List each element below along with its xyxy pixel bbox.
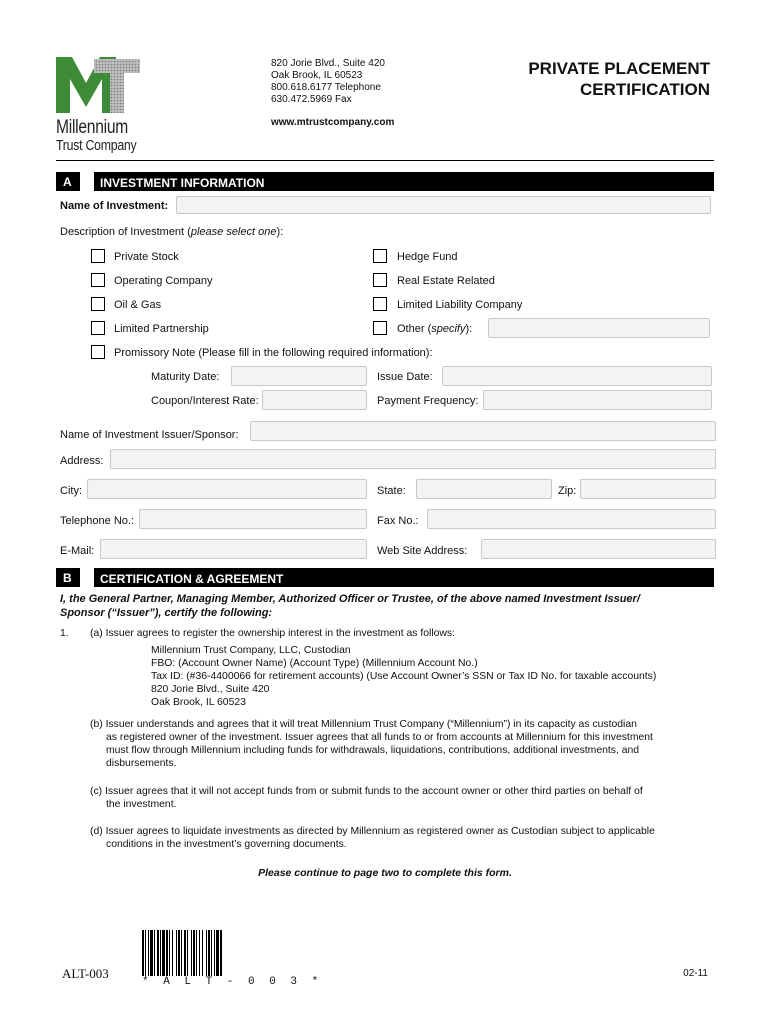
barcode-text: * A L T - 0 0 3 * bbox=[142, 976, 323, 988]
issuer-label: Name of Investment Issuer/Sponsor: bbox=[60, 429, 239, 441]
address-line: 630.472.5969 Fax bbox=[271, 94, 352, 105]
section-letter: B bbox=[63, 571, 72, 585]
hedge-fund-checkbox[interactable] bbox=[373, 249, 387, 263]
certification-intro bbox=[60, 592, 714, 620]
millennium-logo bbox=[56, 57, 142, 115]
barcode-bar bbox=[214, 930, 215, 976]
item-number: 1. bbox=[60, 628, 69, 639]
barcode-bar bbox=[216, 930, 219, 976]
continue-note: Please continue to page two to complete this form. bbox=[258, 867, 512, 879]
registration-line: FBO: (Account Owner Name) (Account Type) (Millennium Account No.) bbox=[151, 658, 478, 669]
barcode-bar bbox=[166, 930, 168, 976]
registration-line: Millennium Trust Company, LLC, Custodian bbox=[151, 645, 351, 656]
coupon-label: Coupon/Interest Rate: bbox=[151, 395, 259, 407]
desc-suffix: ): bbox=[276, 226, 284, 238]
maturity-date-field[interactable] bbox=[231, 366, 367, 386]
clause-line: the investment. bbox=[106, 799, 177, 810]
address-line: 820 Jorie Blvd., Suite 420 bbox=[271, 58, 385, 69]
other-specify-field[interactable] bbox=[488, 318, 710, 338]
barcode-bar bbox=[157, 930, 159, 976]
option-label: Hedge Fund bbox=[397, 251, 458, 263]
website-link[interactable]: www.mtrustcompany.com bbox=[271, 117, 395, 128]
desc-italic: please select one bbox=[190, 226, 277, 238]
other-prefix: Other ( bbox=[397, 323, 432, 335]
section-letter: A bbox=[63, 175, 72, 189]
promissory-label: Promissory Note (Please fill in the following required information): bbox=[114, 347, 433, 359]
option-label: Limited Liability Company bbox=[397, 299, 523, 311]
coupon-rate-field[interactable] bbox=[262, 390, 367, 410]
barcode-bar bbox=[160, 930, 161, 976]
payment-frequency-field[interactable] bbox=[483, 390, 712, 410]
issuer-name-field[interactable] bbox=[250, 421, 716, 441]
barcode-bar bbox=[172, 930, 173, 976]
section-title: CERTIFICATION & AGREEMENT bbox=[100, 572, 284, 586]
clause-line: (d) Issuer agrees to liquidate investments as directed by Millennium as registered owner as Custodian subject to applicable bbox=[90, 826, 655, 837]
section-a-header bbox=[56, 172, 714, 191]
clause-line: (c) Issuer agrees that it will not accept funds from or submit funds to the account owner or other third parties on behalf of bbox=[90, 786, 643, 797]
barcode-bar bbox=[187, 930, 188, 976]
barcode-bar bbox=[191, 930, 192, 976]
barcode-bar bbox=[220, 930, 222, 976]
payment-frequency-label: Payment Frequency: bbox=[377, 395, 479, 407]
name-of-investment-field[interactable] bbox=[176, 196, 711, 214]
email-field[interactable] bbox=[100, 539, 367, 559]
website-label: Web Site Address: bbox=[377, 545, 468, 557]
registration-block bbox=[151, 644, 656, 709]
state-field[interactable] bbox=[416, 479, 552, 499]
section-b-header bbox=[56, 568, 714, 587]
maturity-label: Maturity Date: bbox=[151, 371, 220, 383]
barcode-bar bbox=[199, 930, 200, 976]
email-label: E-Mail: bbox=[60, 545, 95, 557]
barcode-bar bbox=[169, 930, 170, 976]
other-checkbox[interactable] bbox=[373, 321, 387, 335]
other-suffix: ): bbox=[465, 323, 473, 335]
fax-label: Fax No.: bbox=[377, 515, 419, 527]
option-label: Oil & Gas bbox=[114, 299, 162, 311]
intro-line: I, the General Partner, Managing Member, Authorized Officer or Trustee, of the above named Investment Issuer/ bbox=[60, 593, 640, 605]
form-title bbox=[528, 58, 710, 100]
private-stock-checkbox[interactable] bbox=[91, 249, 105, 263]
revision-date: 02-11 bbox=[683, 968, 708, 979]
registration-line: Tax ID: (#36-4400066 for retirement accounts) (Use Account Owner’s SSN or Tax ID No. for taxable accounts) bbox=[151, 671, 657, 682]
registration-line: Oak Brook, IL 60523 bbox=[151, 697, 246, 708]
description-label bbox=[60, 226, 283, 238]
barcode-bar bbox=[178, 930, 180, 976]
barcode-bar bbox=[193, 930, 195, 976]
clause-b bbox=[90, 718, 710, 770]
operating-company-checkbox[interactable] bbox=[91, 273, 105, 287]
logo-sub: Trust Company bbox=[56, 137, 137, 154]
barcode-bar bbox=[206, 930, 207, 976]
barcode-bar bbox=[162, 930, 165, 976]
header-divider bbox=[56, 160, 714, 161]
clause-a: (a) Issuer agrees to register the ownership interest in the investment as follows: bbox=[90, 628, 455, 639]
barcode-bar bbox=[181, 930, 182, 976]
barcode-bar bbox=[202, 930, 203, 976]
address-line: 800.618.6177 Telephone bbox=[271, 82, 381, 93]
option-label: Operating Company bbox=[114, 275, 213, 287]
fax-field[interactable] bbox=[427, 509, 716, 529]
clause-line: must flow through Millennium including funds for withdrawals, liquidations, contributions, additional investments, and bbox=[106, 745, 640, 756]
zip-field[interactable] bbox=[580, 479, 716, 499]
issue-date-label: Issue Date: bbox=[377, 371, 433, 383]
section-title: INVESTMENT INFORMATION bbox=[100, 176, 265, 190]
issue-date-field[interactable] bbox=[442, 366, 712, 386]
barcode-bar bbox=[148, 930, 149, 976]
option-label: Real Estate Related bbox=[397, 275, 495, 287]
clause-line: disbursements. bbox=[106, 758, 177, 769]
logo-wordmark bbox=[56, 118, 136, 154]
option-label: Limited Partnership bbox=[114, 323, 209, 335]
address-field[interactable] bbox=[110, 449, 716, 469]
other-label bbox=[397, 323, 472, 335]
form-code: ALT-003 bbox=[62, 966, 109, 981]
city-label: City: bbox=[60, 485, 82, 497]
barcode-image bbox=[140, 930, 270, 976]
city-field[interactable] bbox=[87, 479, 367, 499]
clause-line: conditions in the investment’s governing documents. bbox=[106, 839, 347, 850]
other-italic: specify bbox=[431, 323, 466, 335]
address-label: Address: bbox=[60, 455, 104, 467]
barcode-bar bbox=[142, 930, 144, 976]
limited-partnership-checkbox[interactable] bbox=[91, 321, 105, 335]
barcode-bar bbox=[145, 930, 146, 976]
zip-label: Zip: bbox=[558, 485, 577, 497]
barcode-bar bbox=[184, 930, 186, 976]
option-label: Private Stock bbox=[114, 251, 179, 263]
phone-field[interactable] bbox=[139, 509, 367, 529]
name-of-investment-label: Name of Investment: bbox=[60, 200, 169, 212]
clause-c bbox=[90, 785, 710, 811]
barcode-bar bbox=[176, 930, 177, 976]
llc-checkbox[interactable] bbox=[373, 297, 387, 311]
website-field[interactable] bbox=[481, 539, 716, 559]
logo-name: Millennium bbox=[56, 117, 129, 138]
intro-line: Sponsor (“Issuer”), certify the following: bbox=[60, 607, 273, 619]
barcode-bar bbox=[150, 930, 153, 976]
barcode-bar bbox=[211, 930, 212, 976]
oil-gas-checkbox[interactable] bbox=[91, 297, 105, 311]
barcode-bar bbox=[208, 930, 210, 976]
bar-gap bbox=[80, 568, 94, 587]
bar-gap bbox=[80, 172, 94, 191]
company-address bbox=[271, 58, 385, 106]
title-line: CERTIFICATION bbox=[579, 80, 710, 99]
title-line: PRIVATE PLACEMENT bbox=[528, 59, 710, 78]
clause-line: (b) Issuer understands and agrees that it will treat Millennium Trust Company (“Millennium”) in its capacity as custodian bbox=[90, 719, 637, 730]
address-line: Oak Brook, IL 60523 bbox=[271, 70, 363, 81]
clause-d bbox=[90, 825, 710, 851]
promissory-note-checkbox[interactable] bbox=[91, 345, 105, 359]
state-label: State: bbox=[377, 485, 406, 497]
barcode-bar bbox=[196, 930, 197, 976]
registration-line: 820 Jorie Blvd., Suite 420 bbox=[151, 684, 270, 695]
desc-prefix: Description of Investment ( bbox=[60, 226, 191, 238]
barcode-bar bbox=[154, 930, 155, 976]
real-estate-checkbox[interactable] bbox=[373, 273, 387, 287]
phone-label: Telephone No.: bbox=[60, 515, 134, 527]
clause-line: as registered owner of the investment. Issuer agrees that all funds to or from accounts at Millennium for this investment bbox=[106, 732, 653, 743]
